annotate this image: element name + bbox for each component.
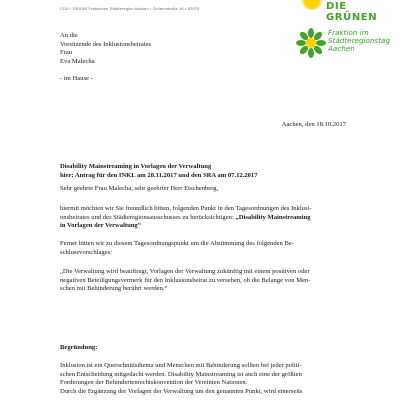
paragraph-line: schen Entscheidung mitgedacht werden. Disability Mainstreaming ist auch eine der größten [60,370,302,378]
paragraph-line: Durch die Ergänzung der Vorlagen der Verwaltung um den genannten Punkt, wird einerseits [60,387,303,395]
fraktion-line-1: Fraktion im [328,28,369,37]
begruendung-heading: Begründung: [60,344,98,351]
subject-block [60,163,258,181]
sender-return-line: CDU / GRÜNE Fraktionen Städteregion Aachen • Zollernstraße 16 • 52070 [60,7,200,11]
paragraph-line: Inklusion ist ein Querschnittsthema und Menschen mit Behinderung sollten bei jeder politi- [60,362,302,369]
paragraph-justification [60,362,352,396]
agenda-item-title: „Disability Mainstreaming [235,213,311,221]
fraktion-text [328,29,390,54]
recipient-address [60,32,151,84]
gruene-wordmark: DIE GRÜNEN [326,1,378,23]
paragraph-text: onsbeirates und des Städteregionsausschusses zu berücksichtigen: [60,213,236,221]
subject-line-2: hier: Antrag für den INKL am 28.11.2017 und den SRA am 07.12.2017 [60,171,258,179]
subject-line-1: Disability Mainstreaming in Vorlagen der Verwaltung [60,163,212,170]
paragraph-line [60,214,352,223]
paragraph-line: Forderungen der Behindertenrechtskonvention der Vereinten Nationen. [60,379,248,387]
paragraph-request [60,205,352,231]
fraktion-logo [296,28,396,62]
address-line: Vorsitzende des Inklusionsbeirates [60,40,152,48]
address-line: An die [60,32,78,39]
address-line: Frau [60,49,73,57]
paragraph-vote-request [60,240,352,257]
paragraph-line: Ferner bitten wir zu diesem Tagesordnungspunkt um die Abstimmung des folgenden Be- [60,240,295,247]
agenda-item-title-cont: in Vorlagen der Verwaltung“ [60,222,142,230]
paragraph-line: schlussvorschlages: [60,248,113,256]
fraktion-line-3: Aachen [328,44,355,54]
sunflower-logo-icon [296,28,326,58]
address-line: - im Hause - [60,74,93,82]
address-line: Eva Malecha [60,57,95,65]
address-line [60,66,151,75]
salutation: Sehr geehrte Frau Malecha, sehr geehrter Herr Etschenberg, [60,185,219,192]
paragraph-line: „Die Verwaltung wird beauftragt, Vorlagen der Verwaltung zukünftig mit einem positiven oder [60,268,310,275]
fraktion-line-2: Städteregionstag [328,36,391,46]
date-line: Aachen, den 18.10.2017 [281,121,346,128]
sunflower-icon [302,0,322,10]
gruene-logo [296,0,400,23]
resolution-proposal [60,268,352,294]
paragraph-line: hiermit möchten wir Sie freundlich bitten, folgenden Punkt in den Tagesordnungen des Inklusi- [60,205,312,212]
paragraph-line: schen mit Behinderung berührt werden.“ [60,285,168,293]
paragraph-line: negativen Beteiligungsvermerk für den Inklusionsbeirat zu versehen, ob die Belange von Men- [60,276,311,284]
